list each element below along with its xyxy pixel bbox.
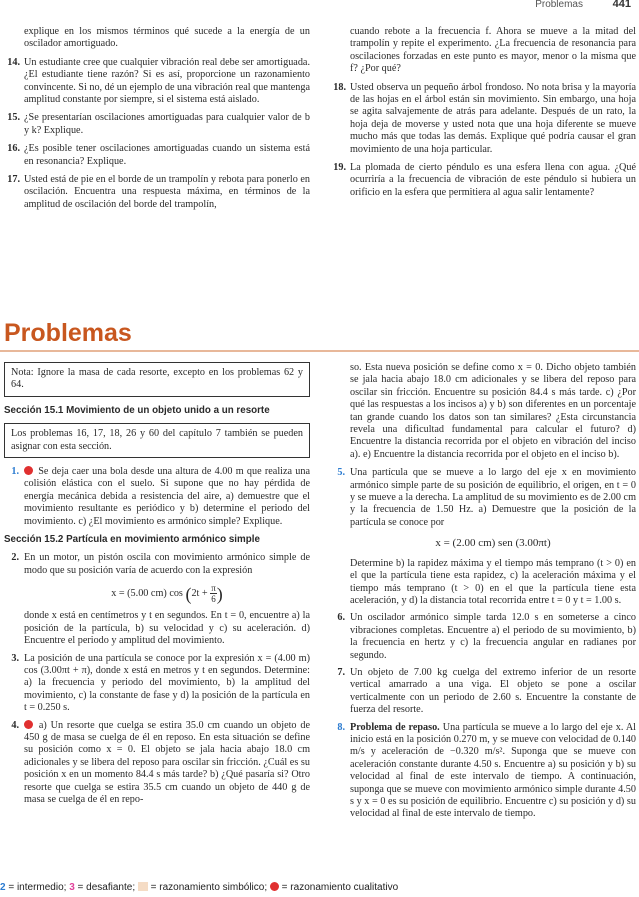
problem-text: Una partícula se mueve a lo largo del eje x. Al inicio está en la posición 0.270 m, y se mueve con velocidad de 0.140 m/s y aceleración de −0.320 m/s². Suponga que se mueve con aceleración constante durante 4.50 s. Encuentre a) su posición y b) su velocidad al final de este intervalo de tiempo. A continuación, suponga que se mueve con movimiento armónico simple durante 4.50 s y x = 0 es su posición de equilibrio. Encuentre c) su posición y d) su velocidad al final de este intervalo de tiempo.	[350, 721, 637, 820]
symbolic-reasoning-icon	[138, 882, 148, 891]
question-item	[4, 57, 310, 107]
difficulty-legend	[0, 882, 398, 893]
fraction-denominator: 6	[211, 594, 216, 605]
question-number: 19.	[333, 162, 346, 174]
question-item	[4, 112, 310, 137]
legend-challenging-label: = desafiante;	[74, 882, 138, 893]
question-text: La plomada de cierto péndulo es una esfera llena con agua. ¿Qué ocurriría a la frecuencia de vibración de este péndulo si hubiera un orificio en la esfera que permitiera al agua salir lentamente?	[350, 162, 636, 198]
problem-6	[330, 612, 636, 662]
equation-2: x = (5.00 cm) cos (2t + $\frac{\pi}{6}$ )	[111, 583, 223, 605]
problem-number: 1.	[11, 466, 19, 478]
related-problems-text: Los problemas 16, 17, 18, 26 y 60 del capítulo 7 también se pueden asignar con esta sección.	[11, 428, 303, 452]
section-heading-15-2: Sección 15.2 Partícula en movimiento armónico simple	[4, 534, 260, 546]
page-number: 441	[612, 0, 631, 10]
question-text: ¿Es posible tener oscilaciones amortiguadas cuando un sistema está en resonancia? Explique.	[24, 143, 310, 167]
equation-left: x = (5.00 cm) cos	[111, 588, 183, 600]
problems-left-column	[4, 362, 310, 811]
legend-challenging-number: 3	[69, 882, 75, 893]
question-number: 14.	[7, 56, 20, 68]
page-header	[0, 0, 639, 12]
question-text: cuando rebote a la frecuencia f. Ahora se mueve a la mitad del trampolín y repite el experimento. ¿La frecuencia de resonancia para oscilaciones forzadas en este punto es mayor, menor o la misma que f? ¿Por qué?	[350, 26, 636, 75]
fraction-numerator: π	[211, 583, 216, 594]
question-text: Un estudiante cree que cualquier vibración real debe ser amortiguada. ¿El estudiante tiene razón? Si es así, proporcione un razonamiento convincente. Si no, dé un ejemplo de una vibración real que mantenga amplitud constante por siempre, si el sistema está aislado.	[24, 56, 311, 106]
problems-title: Problemas	[4, 319, 132, 347]
question-text: Usted observa un pequeño árbol frondoso. No nota brisa y la mayoría de las hojas en el árbol están sin movimiento. Sin embargo, una hoja se agita salvajemente de atrás para adelante. Después de un rato, la hoja deja de moverse y usted nota que una hoja diferente se mueve mucho más que todas las demás. Explique qué podría causar el gran movimiento de una hoja particular.	[350, 81, 636, 155]
qualitative-reasoning-icon	[270, 882, 279, 891]
question-item	[330, 162, 636, 199]
problem-4-continued: so. Esta nueva posición se define como x = 0. Dicho objeto también se jala hacia abajo 18.0 cm adicionales y se libera del reposo para oscilar sin fricción. Encuentre su posición 84.4 s más tarde. c) ¿Por qué las respuestas a los incisos a) y b) son diferentes en un porcentaje tan grande cuando los datos son tan similares? ¿Esta circunstancia revela una dificultad fundamental para calcular el futuro? d) Encuentre la distancia recorrida por el objeto en vibración del inciso a). e) Encuentre la distancia recorrida por el objeto en el inciso b).	[350, 362, 636, 460]
qualitative-reasoning-icon	[24, 720, 33, 729]
problem-text: Un oscilador armónico simple tarda 12.0 s en someterse a cinco vibraciones completas. Encuentre a) el periodo de su movimiento, b) la frecuencia en hertz y c) la frecuencia angular en radianes por segundo.	[350, 612, 636, 661]
problem-4	[4, 720, 310, 807]
problems-right-column	[330, 362, 636, 826]
running-section-title: Problemas	[535, 0, 583, 10]
problem-3	[4, 653, 310, 715]
problem-text: Se deja caer una bola desde una altura de 4.00 m que realiza una colisión elástica con el suelo. Si supone que no hay pérdida de energía mecánica debida a resistencia del aire, a) demuestre que el movimiento resultante es periódico y b) determine el periodo del movimiento. c) ¿El movimiento es armónico simple? Explique.	[24, 466, 311, 527]
problem-label: Problema de repaso.	[350, 721, 440, 733]
question-number: 18.	[333, 81, 346, 93]
equation-inner: 2t +	[191, 588, 208, 600]
problem-text-continued: donde x está en centímetros y t en segundos. En t = 0, encuentre a) la posición de la partícula, b) su velocidad y c) su aceleración. d) Encuentre el periodo y amplitud del movimiento.	[24, 610, 310, 647]
problem-1	[4, 466, 310, 528]
note-text: Nota: Ignore la masa de cada resorte, excepto en los problemas 62 y 64.	[11, 367, 303, 391]
section-heading-15-1: Sección 15.1 Movimiento de un objeto unido a un resorte	[4, 404, 270, 416]
problem-number: 2.	[11, 552, 19, 564]
question-text: explique en los mismos términos qué sucede a la energía de un oscilador amortiguado.	[24, 26, 310, 50]
legend-intermediate-number: 2	[0, 882, 6, 893]
problem-number: 7.	[337, 666, 345, 678]
problem-number: 4.	[11, 719, 19, 731]
problem-text: a) Un resorte que cuelga se estira 35.0 cm cuando un objeto de 450 g de masa se cuelga de él en reposo. En esta situación se define su posición como x = 0. El objeto se jala hacia abajo 18.0 cm adicionales y se libera del reposo para oscilar sin fricción. ¿Cuál es su posición x en un momento 84.4 s más tarde? b) ¿Qué pasaría si? Otro resorte que cuelga se estira 35.5 cm cuando un objeto de 440 g de masa se cuelga de él en repo-	[24, 719, 310, 805]
top-left-column	[4, 26, 310, 217]
equation-5: x = (2.00 cm) sen (3.00πt)	[435, 537, 551, 550]
question-item	[330, 82, 636, 156]
note-box	[4, 362, 310, 397]
problem-number: 6.	[337, 612, 345, 624]
problem-8	[330, 722, 636, 821]
question-item	[330, 26, 636, 76]
problem-2	[4, 552, 310, 647]
problem-text: La posición de una partícula se conoce por la expresión x = (4.00 m) cos (3.00πt + π), donde x está en metros y t en segundos. Determine: a) la frecuencia y periodo del movimiento, b) la amplitud del movimiento, c) la constante de fase y d) la posición de la partícula en t = 0.250 s.	[24, 652, 310, 714]
question-item	[4, 26, 310, 51]
problem-text: Una partícula que se mueve a lo largo del eje x en movimiento armónico simple parte de su posición de equilibrio, el origen, en t = 0 y se mueve a la derecha. La amplitud de su movimiento es de 2.00 cm y la frecuencia de 1.50 Hz. a) Demuestre que la posición de la partícula se conoce por	[350, 467, 636, 528]
problem-text-continued: Determine b) la rapidez máxima y el tiempo más temprano (t > 0) en el que la partícula tiene esta rapidez, c) la aceleración máxima y el tiempo más temprano (t > 0) en el que la partícula tiene esta aceleración, y d) la distancia total recorrida entre t = 0 y t = 1.00 s.	[350, 557, 636, 606]
title-rule	[0, 350, 639, 352]
problem-number: 8.	[337, 721, 345, 733]
legend-qualitative-label: = razonamiento cualitativo	[278, 882, 399, 893]
question-item	[4, 174, 310, 211]
question-number: 16.	[7, 143, 20, 155]
question-item	[4, 143, 310, 168]
problem-7	[330, 667, 636, 717]
question-number: 15.	[7, 112, 20, 124]
related-problems-box	[4, 423, 310, 458]
legend-symbolic-label: = razonamiento simbólico;	[147, 882, 270, 893]
problem-5	[330, 467, 636, 607]
question-text: Usted está de pie en el borde de un trampolín y rebota para ponerlo en oscilación. Encuentra una respuesta máxima, en términos de la amplitud de oscilación del borde del trampolín,	[24, 174, 310, 210]
qualitative-reasoning-icon	[24, 466, 33, 475]
problem-text: Un objeto de 7.00 kg cuelga del extremo inferior de un resorte vertical amarrado a una viga. El objeto se pone a oscilar verticalmente con un periodo de 2.60 s. Encuentre la constante de fuerza del resorte.	[350, 666, 636, 716]
legend-intermediate-label: = intermedio;	[5, 882, 70, 893]
problem-number: 3.	[11, 652, 19, 664]
problem-number: 5.	[337, 467, 345, 479]
top-right-column	[330, 26, 636, 205]
question-text: ¿Se presentarían oscilaciones amortiguadas para cualquier valor de b y k? Explique.	[24, 112, 310, 136]
problem-text: En un motor, un pistón oscila con movimiento armónico simple de modo que su posición varía de acuerdo con la expresión	[24, 552, 310, 576]
question-number: 17.	[7, 174, 20, 186]
